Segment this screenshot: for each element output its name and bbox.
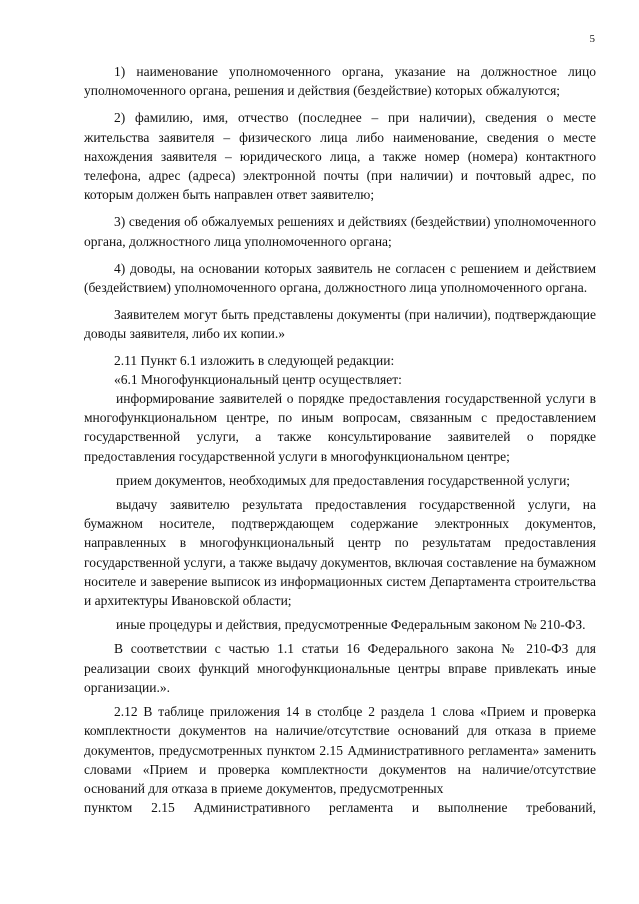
paragraph-item-1: 1) наименование уполномоченного органа, указание на должностное лицо уполномоченного органа, решения и действия (бездействие) которых обжалуются; <box>84 64 596 99</box>
paragraph-other-procedures: иные процедуры и действия, предусмотренные Федеральным законом № 210-ФЗ. <box>116 617 586 633</box>
document-body <box>84 62 596 817</box>
paragraph-2-12-last-line <box>84 798 596 817</box>
last-line-word: требований, <box>526 800 596 816</box>
paragraph-2-12: 2.12 В таблице приложения 14 в столбце 2 раздела 1 слова «Прием и проверка комплектности документов на наличие/отсутствие оснований для отказа в приеме документов, предусмотренных пунктом 2.15 Административного регламента» заменить словами «Прием и проверка комплектности документов на наличие/отсутствие оснований для отказа в приеме документов, предусмотренных <box>84 704 596 796</box>
page-number: 5 <box>589 33 595 45</box>
paragraph-result-issuance: выдачу заявителю результата предоставления государственной услуги, на бумажном носителе, подтверждающем содержание электронных документов, направленных в многофункциональный центр по результатам предоставления государственной услуги, а также выдачу документов, включая составление на бумажном носителе и заверение выписок из информационных систем Департамента строительства и архитектуры Ивановской области; <box>84 497 596 609</box>
last-line-word: и <box>411 800 420 816</box>
last-line-word: пунктом <box>84 800 133 816</box>
paragraph-item-2: 2) фамилию, имя, отчество (последнее – при наличии), сведения о месте жительства заявителя – физического лица либо наименование, сведения о месте нахождения заявителя – юридического лица, а также номер (номера) контактного телефона, адрес (адреса) электронной почты (при наличии) и почтовый адрес, по которым должен быть направлен ответ заявителю; <box>84 110 596 203</box>
last-line-word: 2.15 <box>151 800 175 816</box>
paragraph-law-reference: В соответствии с частью 1.1 статьи 16 Федерального закона № 210-ФЗ для реализации своих функций многофункциональные центры вправе привлекать иные организации.». <box>84 641 596 695</box>
last-line-word: выполнение <box>437 800 508 816</box>
last-line-word: регламента <box>328 800 394 816</box>
paragraph-item-3: 3) сведения об обжалуемых решениях и действиях (бездействии) уполномоченного органа, должностного лица уполномоченного органа; <box>84 214 596 249</box>
paragraph-item-4: 4) доводы, на основании которых заявитель не согласен с решением и действием (бездействием) уполномоченного органа, должностного лица уполномоченного органа. <box>84 260 596 296</box>
last-line-word: Административного <box>193 800 311 816</box>
paragraph-document-intake: прием документов, необходимых для предоставления государственной услуги; <box>116 472 571 488</box>
paragraph-2-11: 2.11 Пункт 6.1 изложить в следующей редакции: <box>114 352 395 368</box>
paragraph-6-1-heading: «6.1 Многофункциональный центр осуществляет: <box>114 371 402 387</box>
paragraph-informing: информирование заявителей о порядке предоставления государственной услуги в многофункциональном центре, по иным вопросам, связанным с предоставлением государственной услуги, а также консультирование заявителей о порядке предоставления государственной услуги в многофункциональном центре; <box>84 391 596 464</box>
paragraph-applicant-documents: Заявителем могут быть представлены документы (при наличии), подтверждающие доводы заявителя, либо их копии.» <box>84 307 596 342</box>
